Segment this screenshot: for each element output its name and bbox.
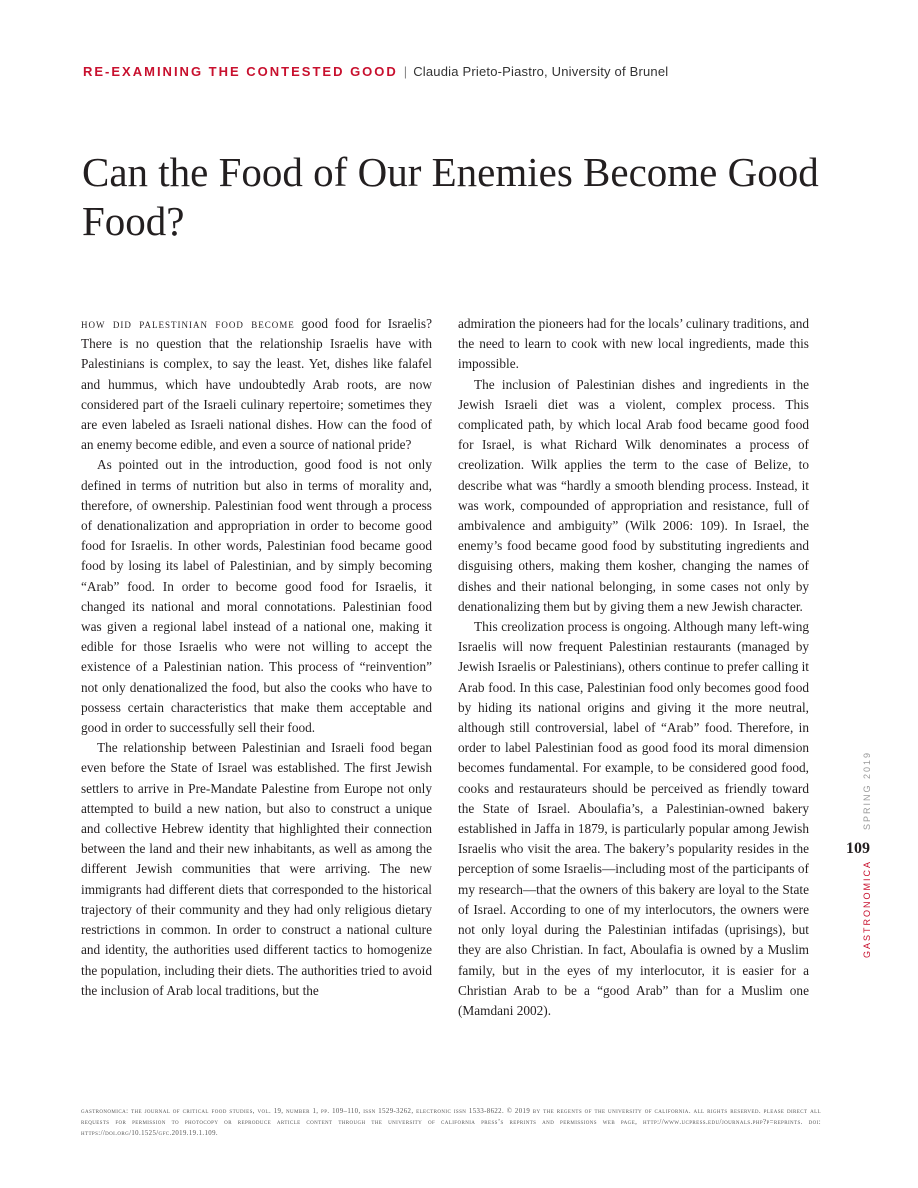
author-affiliation: Claudia Prieto-Piastro, University of Brunel — [413, 64, 669, 79]
paragraph-2: As pointed out in the introduction, good food is not only defined in terms of nutrition but also in terms of morality and, therefore, of ownership. Palestinian food went through a process of denationalization and appropriation in order to become good food for Israelis. In other words, Palestinian food became good food by losing its label of Palestinian, and by simply becoming “Arab” food. In order to become good food for Israelis, it changed its national and moral connotations. Palestinian food was given a regional label instead of a national one, making it edible for those Israelis who were not willing to accept the existence of a Palestinian nation. This process of “reinvention” not only denationalized the food, but also the cooks who have to possess certain characteristics that make them acceptable and good in order to successfully sell their food. — [81, 457, 432, 736]
paragraph-1-text: good food for Israelis? There is no question that the relationship Israelis have with Palestinians is complex, to say the least. Yet, dishes like falafel and hummus, which have undoubtedly Arab roots, are now considered part of the Israeli culinary repertoire; sometimes they are even labeled as Israeli national dishes. How can the food of an enemy become edible, and even a source of national pride? — [81, 316, 432, 453]
paragraph-5: The inclusion of Palestinian dishes and ingredients in the Jewish Israeli diet was a violent, complex process. This complicated path, by which local Arab food became good food for Israel, is what Richard Wilk denominates a process of creolization. Wilk applies the term to the case of Belize, to describe what was “hardly a smooth blending process. Instead, it was work, compounded of appropriation and resistance, full of ambivalence and ambiguity” (Wilk 2006: 109). In Israel, the enemy’s food became good food by substituting ingredients and disguising others, making them kosher, changing the names of dishes and their national belonging, in some cases not only by denationalizing them but by giving them a new Jewish character. — [458, 376, 809, 614]
margin-sidebar — [836, 740, 886, 970]
lead-in-smallcaps: how did palestinian food become — [81, 317, 295, 331]
left-column — [81, 314, 432, 1001]
paragraph-4: admiration the pioneers had for the locals’ culinary traditions, and the need to learn to cook with new local ingredients, made this impossible. — [458, 316, 809, 372]
paragraph-1 — [81, 314, 432, 455]
journal-name: GASTRONOMICA — [862, 859, 872, 958]
paragraph-3: The relationship between Palestinian and Israeli food began even before the State of Israel was established. The first Jewish settlers to arrive in Pre-Mandate Palestine from Europe not only attempted to build a new nation, but also to construct a unique and collective Hebrew identity that highlighted their connection between the land and their new inhabitants, as well as among the different Jewish communities that were arriving. The new immigrants had different diets that corresponded to the historical trajectory of their community and they had only religious dietary restrictions in common. In order to construct a national culture and identity, the authorities used different tactics to homogenize the population, including their diets. The authorities tried to avoid the inclusion of Arab local traditions, but the — [81, 740, 432, 998]
copyright-footer: gastronomica: the journal of critical food studies, vol. 19, number 1, pp. 109–110, issn 1529-3262, electronic issn 1533-8622. © 2019 by the regents of the university of california. all rights reserved. please direct all requests for permission to photocopy or reproduce article content through the university of california press’s reprints and permissions web page, http://www.ucpress.edu/journals.php?p=reprints. doi: https://doi.org/10.1525/gfc.2019.19.1.109. — [81, 1108, 821, 1137]
issue-season: SPRING 2019 — [862, 750, 872, 830]
article-title: Can the Food of Our Enemies Become Good Food? — [82, 149, 819, 244]
right-column — [458, 314, 809, 1021]
running-header — [83, 64, 843, 79]
paragraph-6: This creolization process is ongoing. Although many left-wing Israelis will now frequent Palestinian restaurants (managed by Jewish Israelis or Palestinians), others continue to prefer calling it Arab food. In this case, Palestinian food only becomes good food by hiding its national origins and giving it the more neutral, although still controversial, label of “Arab” food. Therefore, in order to label Palestinian food as good food its moral dimension becomes fundamental. For example, to be considered good food, cooks and restaurateurs should be perceived as friendly toward the State of Israel. Aboulafia’s, a Palestinian-owned bakery established in Jaffa in 1879, is particularly popular among Jewish Israelis who visit the area. The bakery’s popularity resides in the perception of some Israelis—including most of the participants of my research—that the owners of this bakery are loyal to the State of Israel. According to one of my interlocutors, the owners were not only loyal during the Palestinian intifadas (uprisings), but they are also Christian. In fact, Aboulafia is owned by a Muslim family, but in the eyes of my interlocutor, it is easier for a Christian Arab to be a “good Arab” than for a Muslim one (Mamdani 2002). — [458, 619, 809, 1018]
section-label: RE-EXAMINING THE CONTESTED GOOD — [83, 64, 398, 79]
header-separator: | — [403, 64, 408, 79]
page-number: 109 — [846, 840, 870, 857]
